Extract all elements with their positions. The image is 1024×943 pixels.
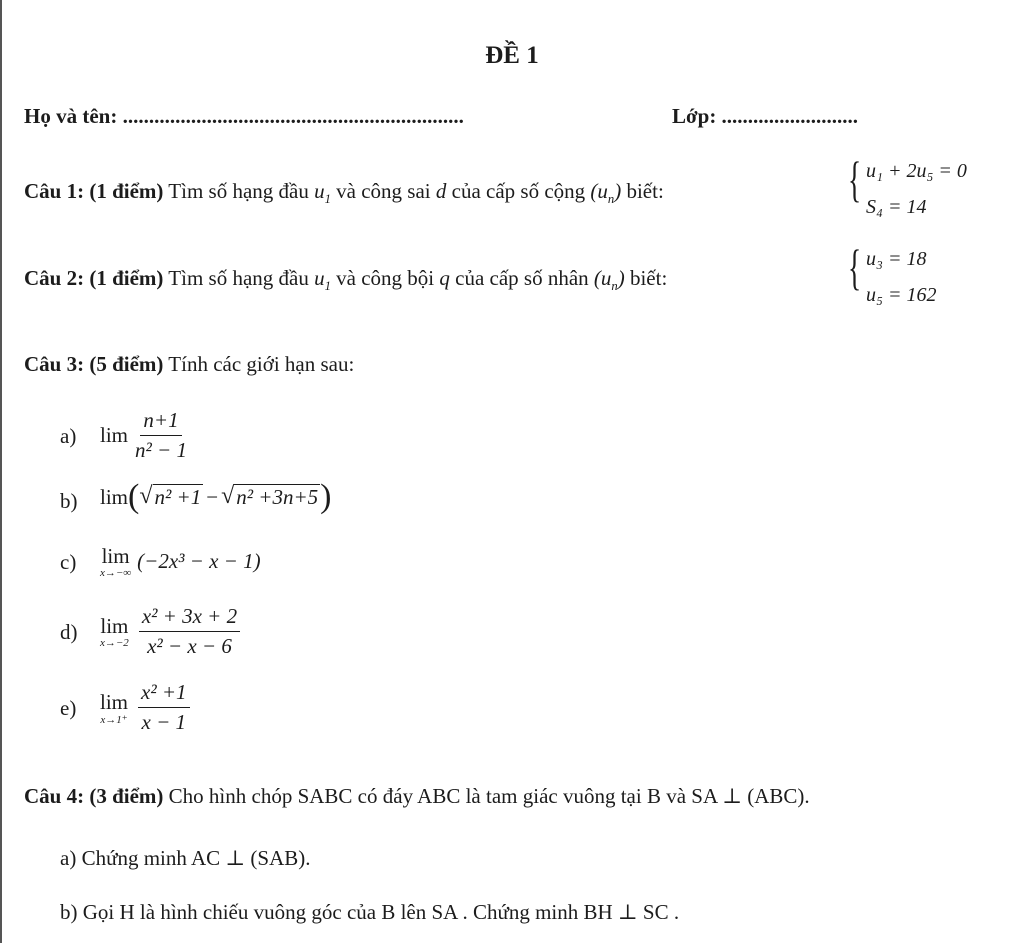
- question-2-heading: Câu 2: (1 điểm): [24, 266, 164, 290]
- denominator: x − 1: [141, 710, 187, 734]
- numerator: x² + 3x + 2: [139, 604, 240, 632]
- limit-c: [100, 544, 261, 579]
- item-c-label: c): [60, 550, 77, 574]
- page-left-border: [0, 0, 2, 943]
- item-a-label: a): [60, 424, 77, 448]
- item-b-label: b): [60, 489, 78, 513]
- question-1-text-c: của cấp số cộng: [451, 179, 586, 203]
- question-2-text-b: và công bội: [336, 266, 435, 290]
- question-3-text: Tính các giới hạn sau:: [168, 352, 355, 376]
- sqrt-2: [221, 484, 320, 510]
- radicand-2: n² +3n+5: [236, 485, 319, 509]
- limit-b: [100, 480, 331, 514]
- item-e-label: e): [60, 696, 77, 720]
- name-field-label: Họ và tên: .................................................................: [24, 104, 464, 128]
- close-paren: ): [320, 478, 332, 515]
- page-title: ĐỀ 1: [485, 42, 539, 69]
- question-1-text-a: Tìm số hạng đầu: [168, 179, 309, 203]
- numerator: n+1: [140, 408, 181, 436]
- lim-operator: lim x→−2: [100, 614, 129, 649]
- lim-subscript: x→−2: [100, 637, 129, 649]
- question-1: [24, 179, 664, 207]
- question-1-text-b: và công sai: [336, 179, 431, 203]
- system-line-2: u₅ = 162: [866, 284, 937, 306]
- item-d-label: d): [60, 620, 78, 644]
- lim-operator: lim x→−∞: [100, 544, 132, 579]
- part-a-text: Chứng minh AC ⊥ (SAB).: [81, 846, 311, 870]
- question-1-heading: Câu 1: (1 điểm): [24, 179, 164, 203]
- question-4: [24, 784, 810, 809]
- expression: (−2x³ − x − 1): [137, 549, 261, 573]
- question-2-text-a: Tìm số hạng đầu: [168, 266, 309, 290]
- system-brace: {: [848, 151, 862, 207]
- question-4-part-a: [60, 846, 311, 871]
- d-symbol: d: [435, 179, 447, 203]
- open-paren: (: [128, 478, 140, 515]
- lim-operator: lim: [100, 484, 129, 509]
- part-b-label: b): [60, 900, 78, 924]
- fraction: [138, 680, 190, 735]
- part-b-text: Gọi H là hình chiếu vuông góc của B lên SA . Chứng minh BH ⊥ SC .: [82, 900, 680, 924]
- system-line-2: S₄ = 14: [866, 196, 927, 218]
- question-3: [24, 352, 354, 377]
- fraction: [139, 604, 240, 659]
- system-line-1: u₃ = 18: [866, 248, 927, 270]
- system-brace: {: [848, 239, 862, 295]
- denominator: x² − x − 6: [147, 634, 232, 658]
- question-4-text: Cho hình chóp SABC có đáy ABC là tam giác vuông tại B và SA ⊥ (ABC).: [168, 784, 810, 808]
- radicand-1: n² +1: [154, 485, 202, 509]
- question-3-heading: Câu 3: (5 điểm): [24, 352, 164, 376]
- question-1-system: [848, 152, 1008, 228]
- lim-subscript: x→1⁺: [100, 713, 128, 726]
- radical-sign: √: [221, 483, 235, 509]
- question-1-text-d: biết:: [626, 179, 664, 203]
- u1-symbol: $u_1$: [314, 179, 331, 207]
- fraction: [132, 408, 190, 463]
- lim-operator: lim x→1⁺: [100, 689, 129, 726]
- sqrt-1: [139, 484, 203, 510]
- limit-a: [100, 408, 190, 463]
- question-2-text-d: biết:: [629, 266, 668, 290]
- lim-operator: lim: [100, 423, 129, 447]
- limit-e: [100, 680, 190, 735]
- question-2-system: [848, 240, 998, 316]
- minus-sign: −: [206, 484, 219, 509]
- limit-d: [100, 604, 240, 659]
- denominator: n² − 1: [135, 438, 187, 462]
- part-a-label: a): [60, 846, 77, 870]
- lim-subscript: x→−∞: [100, 567, 132, 579]
- system-line-1: u₁ + 2u₅ = 0: [866, 160, 967, 182]
- numerator: x² +1: [138, 680, 190, 708]
- question-4-heading: Câu 4: (3 điểm): [24, 784, 164, 808]
- q-symbol: q: [439, 266, 450, 290]
- question-4-part-b: [60, 900, 679, 925]
- radical-sign: √: [139, 483, 153, 509]
- u1-symbol: $u_1$: [314, 266, 331, 294]
- un-symbol: $(u_n)$: [593, 266, 625, 294]
- question-2: [24, 266, 667, 294]
- class-field-label: Lớp: ..........................: [672, 104, 859, 128]
- question-2-text-c: của cấp số nhân: [455, 266, 589, 290]
- un-symbol: $(u_n)$: [590, 179, 622, 207]
